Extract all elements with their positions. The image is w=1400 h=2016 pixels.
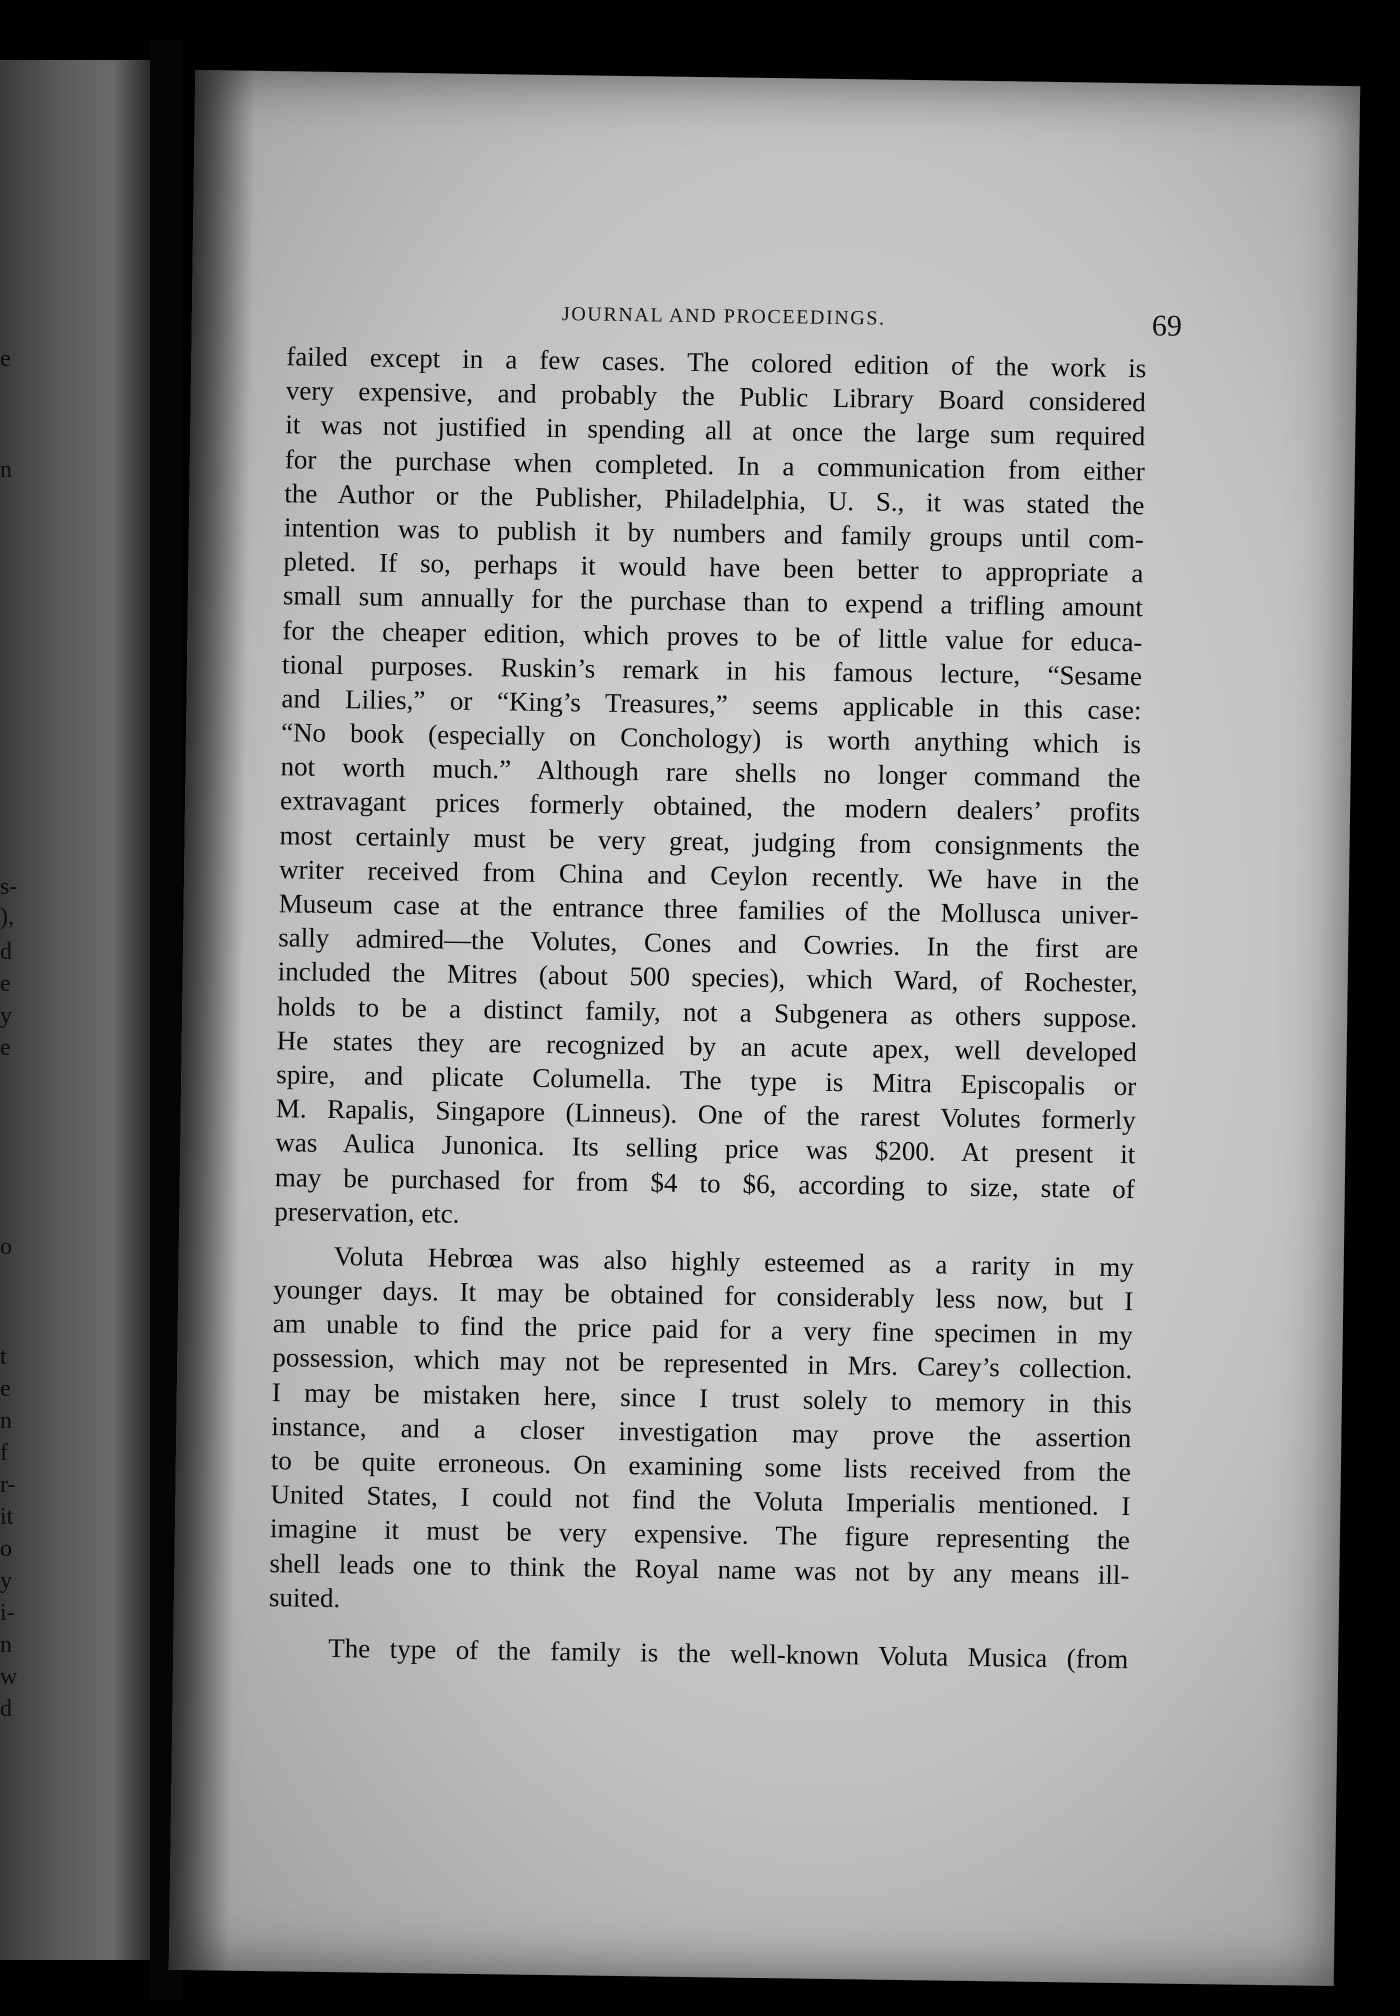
text-line: He states they are recognized by an acute apex, well developed xyxy=(276,1024,1137,1067)
text-line: to be quite erroneous. On examining some lists received from the xyxy=(270,1445,1132,1488)
text-line: I may be mistaken here, since I trust solely to memory in this xyxy=(271,1376,1132,1419)
left-edge-letter: o xyxy=(0,1234,12,1260)
left-edge-letter: n xyxy=(0,1408,12,1434)
left-edge-letter: ), xyxy=(0,904,14,930)
left-edge-letter: e xyxy=(0,1035,11,1061)
text-line: small sum annually for the purchase than to expend a trifling amount xyxy=(282,580,1144,623)
text-line: Museum case at the entrance three families of the Mollusca univer- xyxy=(278,888,1139,931)
left-edge-letter: e xyxy=(0,346,11,372)
text-line: United States, I could not find the Voluta Imperialis mentioned. I xyxy=(270,1479,1131,1522)
text-line: am unable to find the price paid for a very fine specimen in my xyxy=(272,1308,1133,1351)
left-edge-letter: r- xyxy=(0,1472,16,1498)
text-line: it was not justified in spending all at once the large sum required xyxy=(285,409,1146,452)
left-edge-letter: s- xyxy=(0,874,18,900)
text-line: The type of the family is the well-known Voluta Musica (from xyxy=(328,1632,1129,1675)
text-line: shell leads one to think the Royal name was not by any means ill- xyxy=(269,1547,1130,1590)
text-line: intention was to publish it by numbers and family groups until com- xyxy=(283,512,1145,555)
text-line: possession, which may not be represented in Mrs. Carey’s collection. xyxy=(272,1342,1133,1385)
text-line: instance, and a closer investigation may prove the assertion xyxy=(271,1410,1132,1453)
left-edge-letter: w xyxy=(0,1664,18,1690)
text-line: for the purchase when completed. In a communication from either xyxy=(284,443,1146,486)
text-line: suited. xyxy=(268,1581,341,1613)
left-edge-letter: y xyxy=(0,1568,12,1594)
text-line: “No book (especially on Conchology) is worth anything which is xyxy=(280,717,1142,760)
text-line: pleted. If so, perhaps it would have been better to appropriate a xyxy=(283,546,1144,589)
paragraph-1 xyxy=(274,339,1146,1240)
left-edge-letter: i- xyxy=(0,1600,15,1626)
left-edge-letter: n xyxy=(0,457,12,483)
text-line: younger days. It may be obtained for considerably less now, but I xyxy=(273,1274,1134,1317)
book-page xyxy=(169,70,1360,1986)
text-line: writer received from China and Ceylon recently. We have in the xyxy=(278,854,1140,897)
left-page-letters xyxy=(0,60,40,1960)
text-line: the Author or the Publisher, Philadelphia, U. S., it was stated the xyxy=(284,477,1145,521)
text-line: was Aulica Junonica. Its selling price was $200. At present it xyxy=(275,1127,1136,1170)
text-line: may be purchased for from $4 to $6, according to size, state of xyxy=(274,1161,1136,1204)
text-line: Voluta Hebrœa was also highly esteemed as a rarity in my xyxy=(333,1240,1134,1283)
left-edge-letter: y xyxy=(0,1003,12,1029)
text-line: not worth much.” Although rare shells no longer command the xyxy=(280,751,1141,794)
left-edge-letter: d xyxy=(0,1696,12,1722)
text-line: sally admired—the Volutes, Cones and Cowries. In the first are xyxy=(278,922,1139,965)
left-edge-letter: it xyxy=(0,1504,14,1530)
text-line: most certainly must be very great, judging from consignments the xyxy=(279,819,1140,862)
left-edge-letter: d xyxy=(0,939,12,965)
text-line: preservation, etc. xyxy=(274,1195,460,1229)
text-line: imagine it must be very expensive. The figure representing the xyxy=(269,1513,1131,1556)
text-line: tional purposes. Ruskin’s remark in his famous lecture, “Sesame xyxy=(281,648,1143,691)
text-line: holds to be a distinct family, not a Subgenera as others suppose. xyxy=(277,990,1138,1033)
page-number: 69 xyxy=(1151,309,1183,343)
text-line: extravagant prices formerly obtained, the modern dealers’ profits xyxy=(279,785,1141,828)
left-edge-letter: t xyxy=(0,1344,7,1370)
paragraph-2 xyxy=(269,1238,1134,1626)
text-line: M. Rapalis, Singapore (Linneus). One of the rarest Volutes formerly xyxy=(275,1093,1136,1136)
body-text xyxy=(268,339,1146,1676)
text-line: spire, and plicate Columella. The type is Mitra Episcopalis or xyxy=(276,1059,1137,1102)
text-line: for the cheaper edition, which proves to be of little value for educa- xyxy=(282,614,1143,657)
left-edge-letter: e xyxy=(0,1376,11,1402)
text-line: included the Mitres (about 500 species), which Ward, of Rochester, xyxy=(277,956,1138,999)
left-edge-letter: o xyxy=(0,1536,12,1562)
left-edge-letter: n xyxy=(0,1632,12,1658)
text-line: very expensive, and probably the Public Library Board considered xyxy=(285,375,1146,418)
left-page-edge xyxy=(0,60,150,1960)
text-line: and Lilies,” or “King’s Treasures,” seems applicable in this case: xyxy=(281,683,1142,726)
left-edge-letter: f xyxy=(0,1440,8,1466)
text-line: failed except in a few cases. The colored edition of the work is xyxy=(286,341,1147,384)
left-edge-letter: e xyxy=(0,971,11,997)
running-head: JOURNAL AND PROCEEDINGS. xyxy=(561,303,886,330)
